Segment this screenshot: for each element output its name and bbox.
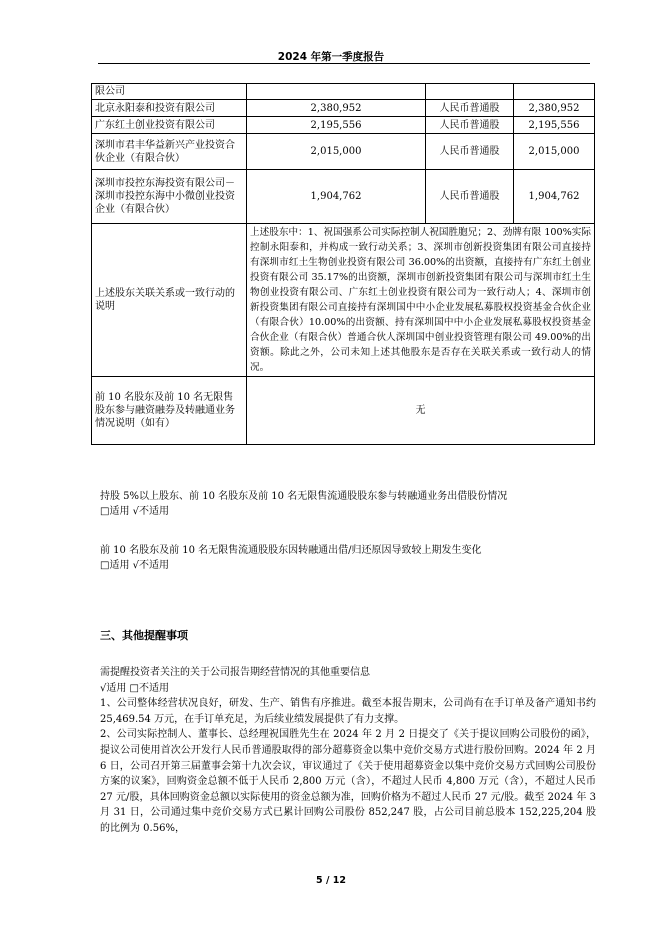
- section-title-other-reminders: 三、其他提醒事项: [100, 629, 188, 642]
- holder-name-cell: 广东红土创业投资有限公司: [92, 117, 247, 134]
- lending-section: [100, 489, 595, 519]
- table-row: [92, 100, 595, 117]
- reminder-item-2: 2、公司实际控制人、董事长、总经理祝国胜先生在 2024 年 2 月 2 日提交了《关于提议回购公司股份的函》，提议公司使用首次公开发行人民币普通股取得的部分超募资金以集中竞价交易方式进行股份回购。2024 年 2 月 6 日，公司召开第三届董事会第十九次会议，审议通过了《关于使用超募资金以集中竞价交易方式回购公司股份方案的议案》，回购资金总额不低于人民币 2,800 万元（含），不超过人民币 4,800 万元（含），不超过人民币 27 元/股，具体回购资金总额以实际使用的资金总额为准，回购价格为不超过人民币 27 元/股。截至 2024 年 3 月 31 日，公司通过集中竞价交易方式已累计回购公司股份 852,247 股，占公司目前总股本 152,225,204 股的比例为 0.56%，: [100, 729, 596, 834]
- share-count-cell: 2,015,000: [514, 134, 595, 170]
- lending-options: □适用 √不适用: [100, 506, 169, 517]
- shares-cell: 2,195,556: [247, 117, 426, 134]
- share-type-cell: 人民币普通股: [426, 100, 514, 117]
- reminders-options: √适用 □不适用: [100, 682, 169, 694]
- shares-cell: 2,380,952: [247, 100, 426, 117]
- shares-cell: [247, 84, 426, 100]
- change-options: □适用 √不适用: [100, 560, 169, 571]
- margin-trading-value: 无: [247, 377, 595, 445]
- margin-trading-label: 前 10 名股东及前 10 名无限售股东参与融资融券及转融通业务情况说明（如有）: [92, 377, 247, 445]
- share-count-cell: [514, 84, 595, 100]
- header-divider: [98, 63, 590, 64]
- share-type-cell: [426, 84, 514, 100]
- share-type-cell: 人民币普通股: [426, 117, 514, 134]
- page-number: 5 / 12: [316, 875, 346, 886]
- holder-name-cell: 限公司: [92, 84, 247, 100]
- table-row: [92, 84, 595, 100]
- shares-cell: 1,904,762: [247, 170, 426, 224]
- reminder-item-1: 1、公司整体经营状况良好，研发、生产、销售有序推进。截至本报告期末，公司尚有在手订单及备产通知书约 25,469.54 万元，在手订单充足，为后续业绩发展提供了有力支撑。: [100, 698, 596, 725]
- report-header-title: 2024 年第一季度报告: [277, 51, 385, 63]
- table-row: [92, 134, 595, 170]
- shares-cell: 2,015,000: [247, 134, 426, 170]
- shareholder-table: [91, 83, 595, 445]
- share-type-cell: 人民币普通股: [426, 170, 514, 224]
- holder-name-cell: 深圳市投控东海投资有限公司－深圳市投控东海中小微创业投资企业（有限合伙）: [92, 170, 247, 224]
- lending-title: 持股 5%以上股东、前 10 名股东及前 10 名无限售流通股股东参与转融通业务出借股份情况: [100, 491, 508, 502]
- related-party-label: 上述股东关联关系或一致行动的说明: [92, 224, 247, 377]
- share-type-cell: 人民币普通股: [426, 134, 514, 170]
- table-row: [92, 377, 595, 445]
- share-count-cell: 1,904,762: [514, 170, 595, 224]
- share-count-cell: 2,195,556: [514, 117, 595, 134]
- reminders-intro: 需提醒投资者关注的关于公司报告期经营情况的其他重要信息: [100, 667, 370, 678]
- table-row: [92, 224, 595, 377]
- change-title: 前 10 名股东及前 10 名无限售流通股股东因转融通出借/归还原因导致较上期发生变化: [100, 545, 482, 556]
- table-row: [92, 117, 595, 134]
- holder-name-cell: 深圳市君丰华益新兴产业投资合伙企业（有限合伙）: [92, 134, 247, 170]
- share-count-cell: 2,380,952: [514, 100, 595, 117]
- related-party-description: 上述股东中：1、祝国强系公司实际控制人祝国胜胞兄；2、劲牌有限 100%实际控制永阳泰和，并构成一致行动关系；3、深圳市创新投资集团有限公司直接持有深圳市红土生物创业投资有限公司 36.00%的出资额，直接持有广东红土创业投资有限公司 35.17%的出资额，深圳市创新投资集团有限公司与深圳市红土生物创业投资有限公司、广东红土创业投资有限公司为一致行动人；4、深圳市创新投资集团有限公司直接持有深圳国中中小企业发展私募股权投资基金合伙企业（有限合伙）10.00%的出资额、持有深圳国中中小企业发展私募股权投资基金合伙企业（有限合伙）普通合伙人深圳国中创业投资管理有限公司 49.00%的出资额。除此之外，公司未知上述其他股东是否存在关联关系或一致行动人的情况。: [247, 224, 595, 377]
- table-row: [92, 170, 595, 224]
- holder-name-cell: 北京永阳泰和投资有限公司: [92, 100, 247, 117]
- other-reminders-body: [100, 665, 596, 837]
- change-section: [100, 543, 595, 573]
